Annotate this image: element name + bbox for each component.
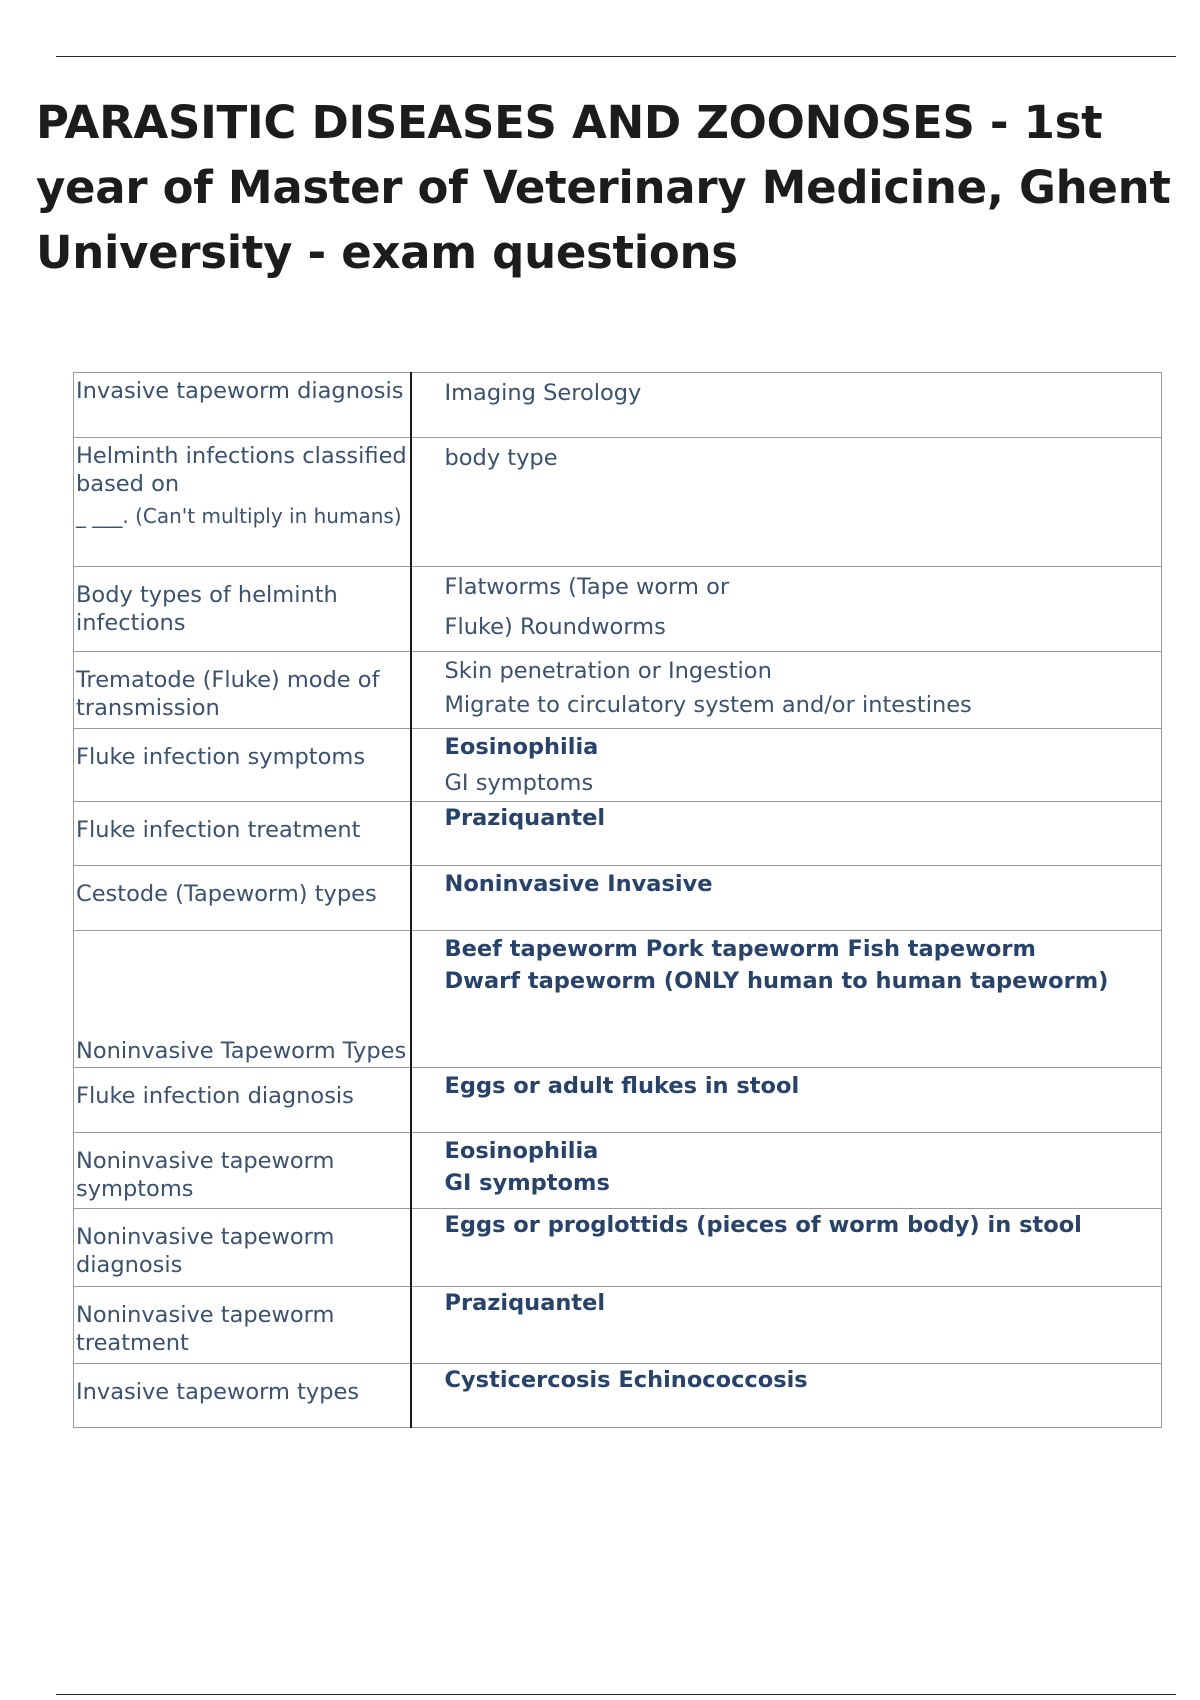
answer-line: Noninvasive Invasive — [444, 871, 713, 897]
question-text: Fluke infection diagnosis — [76, 1083, 354, 1109]
question-text: Noninvasive Tapeworm Types — [76, 1038, 407, 1064]
answer-cell — [411, 1068, 1162, 1133]
table-row — [74, 729, 1162, 802]
answer-line: Fluke) Roundworms — [444, 614, 666, 640]
answer-cell — [411, 1364, 1162, 1428]
table-row — [74, 567, 1162, 652]
question-cell — [74, 438, 411, 567]
question-cell — [74, 1133, 411, 1209]
top-rule — [56, 56, 1176, 57]
question-cell — [74, 866, 411, 931]
answer-line: Imaging Serology — [444, 380, 642, 406]
answer-cell — [411, 1287, 1162, 1364]
table-row — [74, 438, 1162, 567]
table-row — [74, 1068, 1162, 1133]
question-text: Noninvasive tapeworm symptoms — [76, 1148, 335, 1202]
question-cell — [74, 567, 411, 652]
question-cell — [74, 1068, 411, 1133]
question-cell — [74, 1209, 411, 1287]
answer-line: Migrate to circulatory system and/or intestines — [444, 692, 972, 718]
answer-cell — [411, 1133, 1162, 1209]
question-text: Invasive tapeworm diagnosis — [76, 378, 404, 404]
question-text: Fluke infection symptoms — [76, 744, 366, 770]
bottom-rule — [56, 1694, 1176, 1695]
answer-line: Beef tapeworm Pork tapeworm Fish tapeworm — [444, 936, 1036, 962]
question-text: Body types of helminth infections — [76, 582, 338, 636]
answer-line: body type — [444, 445, 558, 471]
question-text: Helminth infections classified based on — [76, 443, 407, 497]
table-row — [74, 1209, 1162, 1287]
question-text: Noninvasive tapeworm diagnosis — [76, 1224, 335, 1278]
answer-line: GI symptoms — [444, 1170, 610, 1196]
answer-line: Eggs or adult flukes in stool — [444, 1073, 800, 1099]
answer-line: Flatworms (Tape worm or — [444, 574, 730, 600]
question-cell — [74, 1364, 411, 1428]
answer-line: Praziquantel — [444, 1290, 606, 1316]
question-text: Trematode (Fluke) mode of transmission — [76, 667, 380, 721]
answer-line: Skin penetration or Ingestion — [444, 658, 772, 684]
answer-line: Dwarf tapeworm (ONLY human to human tapeworm) — [444, 968, 1109, 994]
question-text: Cestode (Tapeworm) types — [76, 881, 377, 907]
answer-cell — [411, 438, 1162, 567]
qa-table — [73, 372, 1162, 1428]
answer-cell — [411, 567, 1162, 652]
question-text: Fluke infection treatment — [76, 817, 361, 843]
question-cell — [74, 373, 411, 438]
answer-cell — [411, 373, 1162, 438]
table-row — [74, 931, 1162, 1068]
answer-cell — [411, 802, 1162, 866]
question-subtext: _ ___. (Can't multiply in humans) — [76, 504, 402, 528]
table-row — [74, 652, 1162, 729]
answer-line: Eosinophilia — [444, 734, 599, 760]
question-cell — [74, 1287, 411, 1364]
question-cell — [74, 652, 411, 729]
table-row — [74, 1133, 1162, 1209]
answer-cell — [411, 931, 1162, 1068]
answer-cell — [411, 866, 1162, 931]
question-cell — [74, 729, 411, 802]
question-cell — [74, 931, 411, 1068]
answer-cell — [411, 1209, 1162, 1287]
table-row — [74, 1287, 1162, 1364]
table-row — [74, 373, 1162, 438]
answer-cell — [411, 652, 1162, 729]
table-row — [74, 802, 1162, 866]
document-title: PARASITIC DISEASES AND ZOONOSES - 1st year of Master of Veterinary Medicine, Ghent University - exam questions — [36, 96, 1171, 279]
answer-line: GI symptoms — [444, 770, 594, 796]
table-row — [74, 866, 1162, 931]
answer-line: Cysticercosis Echinococcosis — [444, 1367, 808, 1393]
answer-cell — [411, 729, 1162, 802]
table-row — [74, 1364, 1162, 1428]
answer-line: Praziquantel — [444, 805, 606, 831]
question-text: Invasive tapeworm types — [76, 1379, 360, 1405]
answer-line: Eggs or proglottids (pieces of worm body) in stool — [444, 1212, 1082, 1238]
answer-line: Eosinophilia — [444, 1138, 599, 1164]
question-cell — [74, 802, 411, 866]
question-text: Noninvasive tapeworm treatment — [76, 1302, 335, 1356]
